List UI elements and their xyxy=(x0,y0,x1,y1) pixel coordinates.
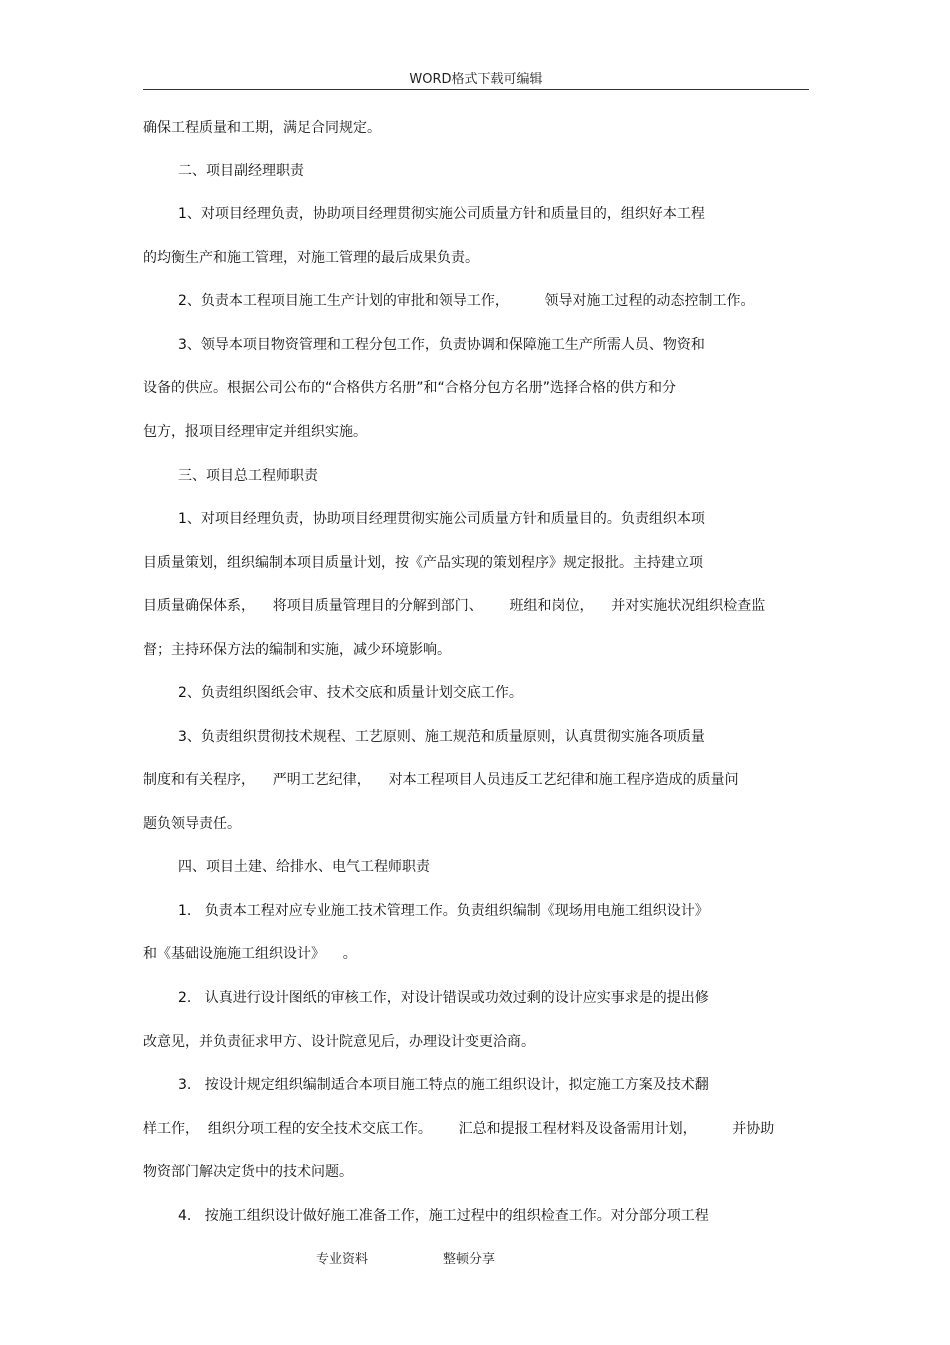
body-line: 样工作， 组织分项工程的安全技术交底工作。 汇总和提报工程材料及设备需用计划， 并协助 xyxy=(143,1121,775,1137)
body-line: 督；主持环保方法的编制和实施，减少环境影响。 xyxy=(143,642,451,658)
body-line: 4. 按施工组织设计做好施工准备工作，施工过程中的组织检查工作。对分部分项工程 xyxy=(178,1208,709,1224)
body-line: 3. 按设计规定组织编制适合本项目施工特点的施工组织设计，拟定施工方案及技术翻 xyxy=(178,1077,709,1093)
page-header-title: WORD格式下载可编辑 xyxy=(409,72,543,87)
body-line: 和《基础设施施工组织设计》 。 xyxy=(143,946,357,962)
section-heading: 二、项目副经理职责 xyxy=(178,163,304,179)
body-line: 3、领导本项目物资管理和工程分包工作，负责协调和保障施工生产所需人员、物资和 xyxy=(178,337,705,353)
body-line: 制度和有关程序， 严明工艺纪律， 对本工程项目人员违反工艺纪律和施工程序造成的质量问 xyxy=(143,772,739,788)
body-line: 题负领导责任。 xyxy=(143,816,241,832)
body-line: 物资部门解决定货中的技术问题。 xyxy=(143,1164,353,1180)
section-heading: 四、项目土建、给排水、电气工程师职责 xyxy=(178,859,430,875)
body-line: 1、对项目经理负责，协助项目经理贯彻实施公司质量方针和质量目的。负责组织本项 xyxy=(178,511,705,527)
page-header-rule xyxy=(143,89,809,90)
body-line: 1. 负责本工程对应专业施工技术管理工作。负责组织编制《现场用电施工组织设计》 xyxy=(178,903,709,919)
footer-right-text: 整顿分享 xyxy=(443,1252,496,1267)
body-line: 2、负责本工程项目施工生产计划的审批和领导工作， 领导对施工过程的动态控制工作。 xyxy=(178,293,755,309)
body-line: 的均衡生产和施工管理，对施工管理的最后成果负责。 xyxy=(143,250,479,266)
body-line: 目质量确保体系， 将项目质量管理目的分解到部门、 班组和岗位， 并对实施状况组织检查监 xyxy=(143,598,766,614)
body-line: 3、负责组织贯彻技术规程、工艺原则、施工规范和质量原则，认真贯彻实施各项质量 xyxy=(178,729,705,745)
section-heading: 三、项目总工程师职责 xyxy=(178,468,318,484)
body-line: 2. 认真进行设计图纸的审核工作，对设计错误或功效过剩的设计应实事求是的提出修 xyxy=(178,990,709,1006)
body-line: 确保工程质量和工期，满足合同规定。 xyxy=(143,120,381,136)
body-line: 包方，报项目经理审定并组织实施。 xyxy=(143,424,367,440)
body-line: 目质量策划，组织编制本项目质量计划，按《产品实现的策划程序》规定报批。主持建立项 xyxy=(143,555,703,571)
body-line: 设备的供应。根据公司公布的“合格供方名册”和“合格分包方名册”选择合格的供方和分 xyxy=(143,380,677,396)
body-line: 改意见，并负责征求甲方、设计院意见后，办理设计变更洽商。 xyxy=(143,1034,535,1050)
footer-left-text: 专业资料 xyxy=(316,1252,369,1267)
body-line: 1、对项目经理负责，协助项目经理贯彻实施公司质量方针和质量目的，组织好本工程 xyxy=(178,206,705,222)
body-line: 2、负责组织图纸会审、技术交底和质量计划交底工作。 xyxy=(178,685,523,701)
